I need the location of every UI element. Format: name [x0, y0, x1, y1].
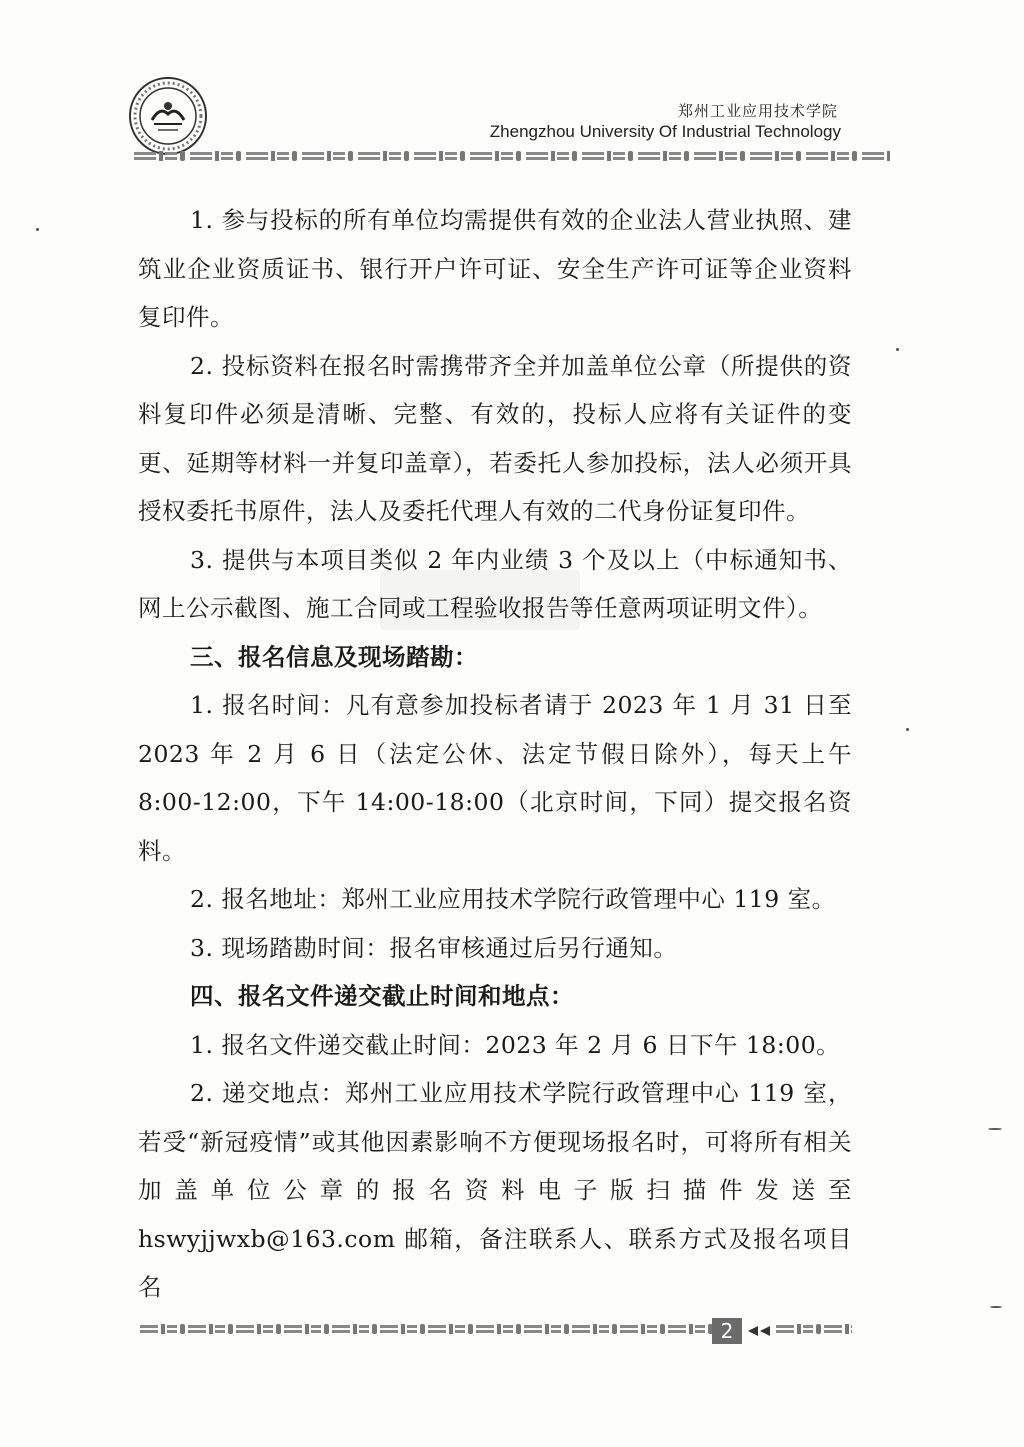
section-heading-registration: 三、报名信息及现场踏勘： — [190, 642, 478, 671]
school-name-cn: 郑州工业应用技术学院 — [677, 102, 838, 120]
letterhead — [0, 0, 1024, 170]
scan-speck — [36, 228, 39, 231]
header-decorative-rule — [134, 149, 890, 163]
paragraph-registration-time: 1. 报名时间：凡有意参加投标者请于 2023 年 1 月 31 日至 2023 年 2 月 6 日（法定公休、法定节假日除外），每天上午 8:00-12:00，下午 14:00-18:00（北京时间，下同）提交报名资料。 — [138, 691, 852, 865]
scan-speck — [906, 728, 909, 731]
document-body — [138, 196, 852, 1312]
paragraph-qualification-2: 2. 投标资料在报名时需携带齐全并加盖单位公章（所提供的资料复印件必须是清晰、完整、有效的，投标人应将有关证件的变更、延期等材料一并复印盖章），若委托人参加投标，法人必须开具授权委托书原件，法人及委托代理人有效的二代身份证复印件。 — [138, 351, 852, 525]
paragraph-site-visit: 3. 现场踏勘时间：报名审核通过后另行通知。 — [190, 933, 678, 962]
paragraph-deadline-time: 1. 报名文件递交截止时间：2023 年 2 月 6 日下午 18:00。 — [190, 1030, 841, 1059]
paragraph-submission-location: 2. 递交地点：郑州工业应用技术学院行政管理中心 119 室，若受“新冠疫情”或其他因素影响不方便现场报名时，可将所有相关加盖单位公章的报名资料电子版扫描件发送至 hswyjjwxb@163.com 邮箱，备注联系人、联系方式及报名项目名 — [138, 1079, 852, 1301]
scan-speck — [990, 1306, 1002, 1308]
scan-speck — [896, 348, 899, 351]
page-number: 2 — [712, 1318, 742, 1344]
school-name-en: Zhengzhou University Of Industrial Technology — [489, 122, 841, 141]
paragraph-qualification-1: 1. 参与投标的所有单位均需提供有效的企业法人营业执照、建筑业企业资质证书、银行开户许可证、安全生产许可证等企业资料复印件。 — [138, 206, 852, 331]
paragraph-qualification-3: 3. 提供与本项目类似 2 年内业绩 3 个及以上（中标通知书、网上公示截图、施工合同或工程验收报告等任意两项证明文件）。 — [138, 545, 852, 622]
double-left-arrow-icon — [746, 1324, 774, 1338]
paragraph-registration-address: 2. 报名地址：郑州工业应用技术学院行政管理中心 119 室。 — [190, 885, 836, 913]
footer-decorative-rule-tail — [776, 1322, 852, 1336]
section-heading-deadline: 四、报名文件递交截止时间和地点： — [190, 982, 574, 1010]
university-seal-logo — [128, 76, 208, 156]
scan-speck — [988, 1128, 1002, 1130]
footer-decorative-rule — [140, 1322, 714, 1336]
